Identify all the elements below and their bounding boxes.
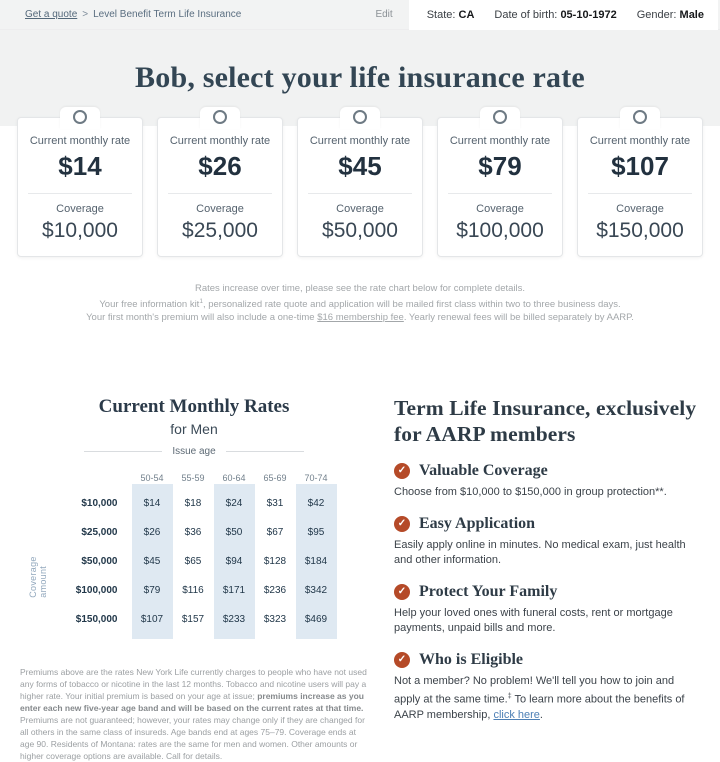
rate-cell: $171 — [214, 576, 255, 605]
breadcrumb — [25, 9, 375, 20]
radio-tab — [620, 107, 660, 129]
feature-description: Help your loved ones with funeral costs, rent or mortgage payments, unpaid bills and more. — [394, 606, 673, 634]
card-divider — [28, 193, 132, 194]
rate-label: Current monthly rate — [589, 135, 691, 147]
age-band-header: 70-74 — [304, 473, 328, 484]
rate-card-100000[interactable] — [437, 117, 563, 257]
rate-card-10000[interactable] — [17, 117, 143, 257]
rate-cell: $94 — [214, 547, 255, 576]
row-coverage-label: $150,000 — [75, 614, 118, 626]
rate-label: Current monthly rate — [309, 135, 411, 147]
rate-radio-25000[interactable] — [213, 110, 227, 124]
feature-valuable-coverage — [394, 462, 700, 500]
rate-radio-50000[interactable] — [353, 110, 367, 124]
breadcrumb-get-a-quote-link[interactable]: Get a quote — [25, 9, 78, 20]
table-row — [52, 489, 337, 518]
rate-value: $107 — [611, 151, 669, 181]
radio-tab — [200, 107, 240, 129]
rate-cell: $45 — [132, 547, 173, 576]
coverage-value: $10,000 — [42, 219, 118, 242]
radio-tab — [60, 107, 100, 129]
note-line-2-text: Your free information kit — [99, 299, 200, 311]
rate-cell: $342 — [296, 576, 337, 605]
rate-cell: $128 — [263, 556, 287, 568]
feature-title: Valuable Coverage — [419, 461, 548, 479]
feature-who-is-eligible — [394, 651, 700, 723]
profile-state-label: State: — [426, 8, 456, 21]
profile-summary-box — [409, 0, 718, 30]
rate-cell: $236 — [263, 585, 287, 597]
rate-label: Current monthly rate — [449, 135, 551, 147]
card-divider — [448, 193, 552, 194]
feature-head — [394, 462, 700, 480]
click-here-link[interactable]: click here — [493, 708, 540, 721]
membership-fee-link[interactable]: $16 membership fee — [317, 312, 404, 324]
rate-cell: $26 — [132, 518, 173, 547]
coverage-label: Coverage — [336, 203, 384, 215]
rate-cards-row — [0, 117, 720, 257]
table-row — [52, 547, 337, 576]
edit-link[interactable]: Edit — [375, 9, 393, 20]
benefits-title: Term Life Insurance, exclusively for AARP members — [394, 396, 697, 446]
card-divider — [308, 193, 412, 194]
rate-card-25000[interactable] — [157, 117, 283, 257]
coverage-value: $25,000 — [182, 219, 258, 242]
card-divider — [168, 193, 272, 194]
coverage-value: $150,000 — [596, 219, 684, 242]
rates-table-wrap — [27, 467, 337, 634]
check-circle-icon: ✓ — [394, 584, 410, 600]
coverage-label: Coverage — [196, 203, 244, 215]
note-line-3-text: Your first month's premium will also include a one-time — [86, 312, 318, 324]
feature-title: Protect Your Family — [419, 582, 558, 600]
rate-cell: $50 — [214, 518, 255, 547]
coverage-label: Coverage — [476, 203, 524, 215]
rate-cell: $79 — [132, 576, 173, 605]
profile-state — [427, 9, 475, 21]
age-band-header: 55-59 — [181, 473, 205, 484]
rate-card-150000[interactable] — [577, 117, 703, 257]
fine-print-part2: Premiums are not guaranteed; however, your rates may change only if they are changed for all others in the same class of insureds. Age bands end at ages 75–79. Coverage ends at age 90. Residents of Montana: rates are the same for men and women. Other amounts or higher coverage options are available. Call for details. — [20, 715, 365, 762]
feature-description: Easily apply online in minutes. No medical exam, just health and other information. — [394, 538, 686, 566]
profile-state-value: CA — [458, 8, 475, 21]
rate-cell: $67 — [266, 527, 284, 539]
main-content — [0, 396, 720, 762]
note-line-2 — [0, 295, 720, 311]
rate-cell: $36 — [184, 527, 202, 539]
rate-cell: $323 — [263, 614, 287, 626]
fine-print — [20, 666, 368, 762]
rate-value: $79 — [478, 151, 522, 181]
table-header-row — [52, 467, 337, 489]
table-row — [52, 576, 337, 605]
corner-cell — [52, 467, 132, 489]
coverage-label: Coverage — [616, 203, 664, 215]
rule-right — [226, 451, 304, 452]
feature-title: Who is Eligible — [419, 650, 524, 668]
radio-tab — [340, 107, 380, 129]
radio-tab — [480, 107, 520, 129]
coverage-value: $50,000 — [322, 219, 398, 242]
rate-cell: $116 — [182, 585, 204, 597]
note-footnote-mark: 1 — [199, 298, 203, 305]
rate-cell: $469 — [296, 605, 337, 634]
breadcrumb-separator-icon: > — [82, 9, 89, 20]
page-title: Bob, select your life insurance rate — [135, 61, 585, 94]
age-band-header: 65-69 — [263, 473, 287, 484]
profile-dob-value: 05-10-1972 — [560, 8, 617, 21]
rates-table — [52, 467, 337, 634]
feature-description: Choose from $10,000 to $150,000 in group protection**. — [394, 485, 667, 498]
table-row — [52, 605, 337, 634]
note-line-3 — [0, 311, 720, 324]
rate-cell: $14 — [132, 489, 173, 518]
row-coverage-label: $50,000 — [81, 556, 118, 568]
rate-label: Current monthly rate — [29, 135, 131, 147]
profile-gender-value: Male — [679, 8, 704, 21]
table-row — [52, 518, 337, 547]
rate-cell: $157 — [181, 614, 205, 626]
coverage-amount-axis-label: Coverage amount — [27, 555, 48, 598]
profile-gender — [637, 9, 704, 21]
check-circle-icon: ✓ — [394, 652, 410, 668]
rate-radio-100000[interactable] — [493, 110, 507, 124]
age-band-header: 60-64 — [222, 473, 246, 484]
feature-title: Easy Application — [419, 514, 536, 532]
rate-value: $45 — [338, 151, 382, 181]
top-bar — [0, 0, 720, 30]
rate-cell: $18 — [184, 498, 202, 510]
feature-head — [394, 515, 700, 533]
age-band-header: 50-54 — [140, 473, 164, 484]
rate-cell: $184 — [296, 547, 337, 576]
footnote-mark: ‡ — [507, 692, 512, 700]
rate-cell: $233 — [214, 605, 255, 634]
rate-label: Current monthly rate — [169, 135, 271, 147]
feature-desc-text: . — [539, 708, 543, 721]
row-coverage-label: $100,000 — [75, 585, 118, 597]
rate-cell: $107 — [132, 605, 173, 634]
issue-age-header — [20, 446, 368, 457]
rate-notes — [0, 282, 720, 324]
rate-card-50000[interactable] — [297, 117, 423, 257]
card-divider — [588, 193, 692, 194]
rate-cell: $95 — [296, 518, 337, 547]
check-circle-icon: ✓ — [394, 516, 410, 532]
rates-table-subtitle: for Men — [170, 421, 218, 438]
breadcrumb-current: Level Benefit Term Life Insurance — [93, 9, 242, 20]
rule-left — [84, 451, 162, 452]
coverage-label: Coverage — [56, 203, 104, 215]
rate-radio-10000[interactable] — [73, 110, 87, 124]
note-line-2-rest: , personalized rate quote and application will be mailed first class within two to three business days. — [202, 299, 621, 311]
check-circle-icon: ✓ — [394, 463, 410, 479]
rate-value: $26 — [198, 151, 242, 181]
feature-easy-application — [394, 515, 700, 568]
row-coverage-label: $10,000 — [81, 498, 118, 510]
rate-radio-150000[interactable] — [633, 110, 647, 124]
rate-cell: $31 — [266, 498, 284, 510]
row-coverage-label: $25,000 — [81, 527, 118, 539]
profile-gender-label: Gender: — [636, 8, 677, 21]
fine-print-bold: premiums increase as you enter each new five-year age band and will be based on the current rates at that time. — [20, 691, 364, 714]
rate-cell: $42 — [296, 489, 337, 518]
benefits-section — [394, 396, 700, 762]
rate-value: $14 — [58, 151, 102, 181]
rate-cell: $65 — [184, 556, 202, 568]
note-line-3-rest: . Yearly renewal fees will be billed separately by AARP. — [403, 312, 634, 324]
rates-table-section — [20, 396, 368, 762]
note-line-1: Rates increase over time, please see the rate chart below for complete details. — [194, 283, 526, 294]
rate-cell: $24 — [214, 489, 255, 518]
feature-protect-your-family — [394, 583, 700, 636]
fine-print-part1: Premiums above are the rates New York Life currently charges to people who have not used any forms of tobacco or nicotine in the last 12 months. Tobacco and nicotine users will pay a higher rate. Your initial premium is based on your age at issue; — [20, 667, 367, 702]
profile-dob — [494, 9, 616, 21]
feature-desc-text: To learn more about the benefits of AARP membership, — [394, 693, 685, 721]
rates-table-title: Current Monthly Rates — [98, 396, 290, 418]
feature-head — [394, 583, 700, 601]
feature-description — [394, 674, 700, 723]
profile-dob-label: Date of birth: — [494, 8, 558, 21]
feature-head — [394, 651, 700, 669]
coverage-value: $100,000 — [456, 219, 544, 242]
feature-desc-text: Not a member? No problem! We'll tell you how to join and apply at the same time. — [394, 674, 675, 706]
issue-age-label: Issue age — [172, 446, 216, 458]
